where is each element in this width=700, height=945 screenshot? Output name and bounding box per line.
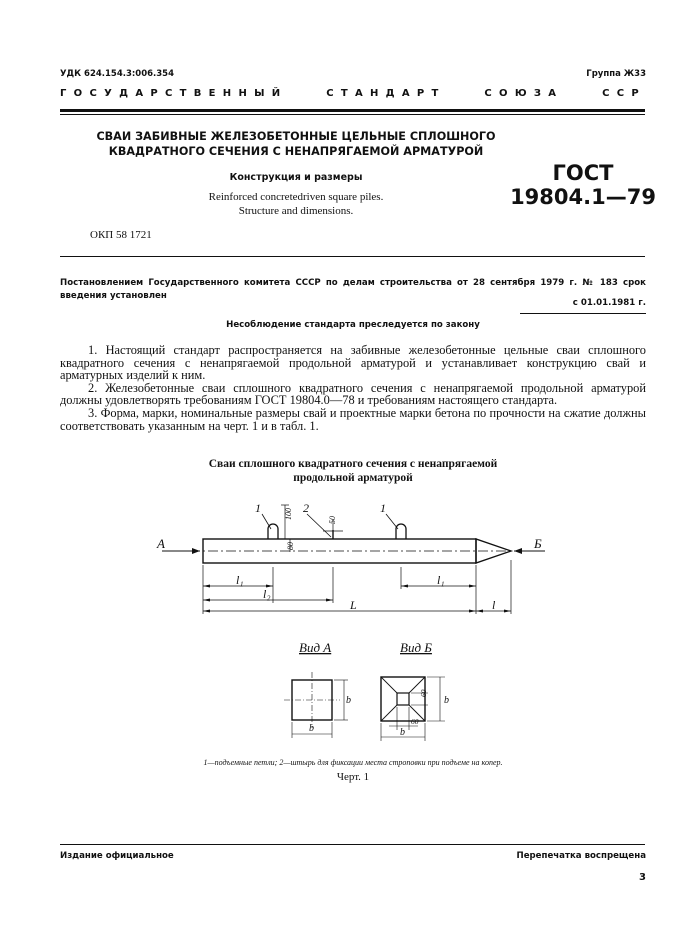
okp-code: ОКП 58 1721 bbox=[90, 229, 152, 241]
gost-label: ГОСТ bbox=[552, 161, 614, 185]
dim-80-label: 80 bbox=[286, 542, 295, 550]
view-b-dim-60-upper: 60 bbox=[419, 689, 428, 697]
page-number: 3 bbox=[639, 872, 646, 883]
gost-number: 19804.1—79 bbox=[510, 185, 656, 209]
banner-word-union: СОЮЗА bbox=[484, 88, 564, 99]
figure-title-line-1: Сваи сплошного квадратного сечения с ненапрягаемой bbox=[208, 458, 498, 470]
figure-caption: Черт. 1 bbox=[336, 771, 370, 783]
banner-word-state: ГОСУДАРСТВЕННЫЙ bbox=[60, 88, 288, 99]
english-line-1: Reinforced concretedriven square piles. bbox=[208, 191, 384, 203]
title-line-2: КВАДРАТНОГО СЕЧЕНИЯ С НЕНАПРЯГАЕМОЙ АРМАТУРОЙ bbox=[108, 145, 484, 158]
view-b-b-bottom: b bbox=[400, 727, 405, 738]
dim-L-label: L bbox=[350, 598, 357, 612]
clause-2: 2. Железобетонные сваи сплошного квадратного сечения с ненапрягаемой продольной арматурой должны удовлетворять требованиям ГОСТ 19804.0—78 и требованиям настоящего стандарта. bbox=[60, 380, 646, 408]
dim-l-label: l bbox=[492, 598, 496, 612]
clause-3: 3. Форма, марки, номинальные размеры свай и проектные марки бетона по прочности на сжатие должны соответствовать указанным на черт. 1 и в табл. 1. bbox=[60, 405, 646, 433]
figure-legend: 1—подъемные петли; 2—штырь для фиксации места строповки при подъеме на копер. bbox=[203, 758, 503, 767]
dim-l1-left-label: l₁ bbox=[236, 573, 244, 587]
title-line-1: СВАИ ЗАБИВНЫЕ ЖЕЛЕЗОБЕТОННЫЕ ЦЕЛЬНЫЕ СПЛОШНОГО bbox=[96, 130, 496, 143]
footer-official-edition: Издание официальное bbox=[60, 851, 174, 861]
banner-word-ssr: ССР bbox=[602, 88, 646, 99]
lifting-loop-right bbox=[396, 524, 406, 539]
view-a-b-right: b bbox=[346, 695, 351, 706]
decree-text: Постановлением Государственного комитета СССР по делам строительства от 28 сентября 1979 г. № 183 срок введения установлен bbox=[60, 278, 646, 301]
english-line-2: Structure and dimensions. bbox=[238, 205, 354, 217]
view-b-dim-60-lower: 60 bbox=[411, 717, 419, 726]
label-view-a-arrow: А bbox=[157, 536, 165, 551]
dim-l1-right-label: l₁ bbox=[437, 573, 445, 587]
group-code: Группа Ж33 bbox=[586, 69, 646, 79]
callout-1-right: 1 bbox=[380, 501, 386, 515]
view-a-b-bottom: b bbox=[309, 723, 314, 734]
footer-reprint-prohibited: Перепечатка воспрещена bbox=[516, 851, 646, 861]
dim-50-label: 50 bbox=[328, 516, 337, 524]
document-subtitle: Конструкция и размеры bbox=[229, 172, 363, 183]
banner-word-standard: СТАНДАРТ bbox=[326, 88, 446, 99]
callout-2: 2 bbox=[303, 501, 309, 515]
dim-100-label: 100 bbox=[284, 508, 293, 520]
label-view-b-arrow: Б bbox=[534, 536, 542, 551]
view-a-title: Вид А bbox=[299, 640, 332, 655]
view-b-b-right: b bbox=[444, 695, 449, 706]
dim-l2-label: l₂ bbox=[263, 587, 271, 601]
law-notice: Несоблюдение стандарта преследуется по закону bbox=[226, 320, 480, 330]
footer-rule bbox=[60, 844, 645, 845]
decree-date: с 01.01.1981 г. bbox=[572, 298, 646, 308]
view-b-title: Вид Б bbox=[400, 640, 432, 655]
clause-1: 1. Настоящий стандарт распространяется на забивные железобетонные цельные сваи сплошного квадратного сечения с ненапрягаемой продольной арматурой и устанавливает конструкцию свай и арматурных изделий к ним. bbox=[60, 343, 646, 383]
udk-code: УДК 624.154.3:006.354 bbox=[60, 69, 175, 79]
figure-title-line-2: продольной арматурой bbox=[293, 471, 413, 484]
callout-1-left: 1 bbox=[255, 501, 261, 515]
